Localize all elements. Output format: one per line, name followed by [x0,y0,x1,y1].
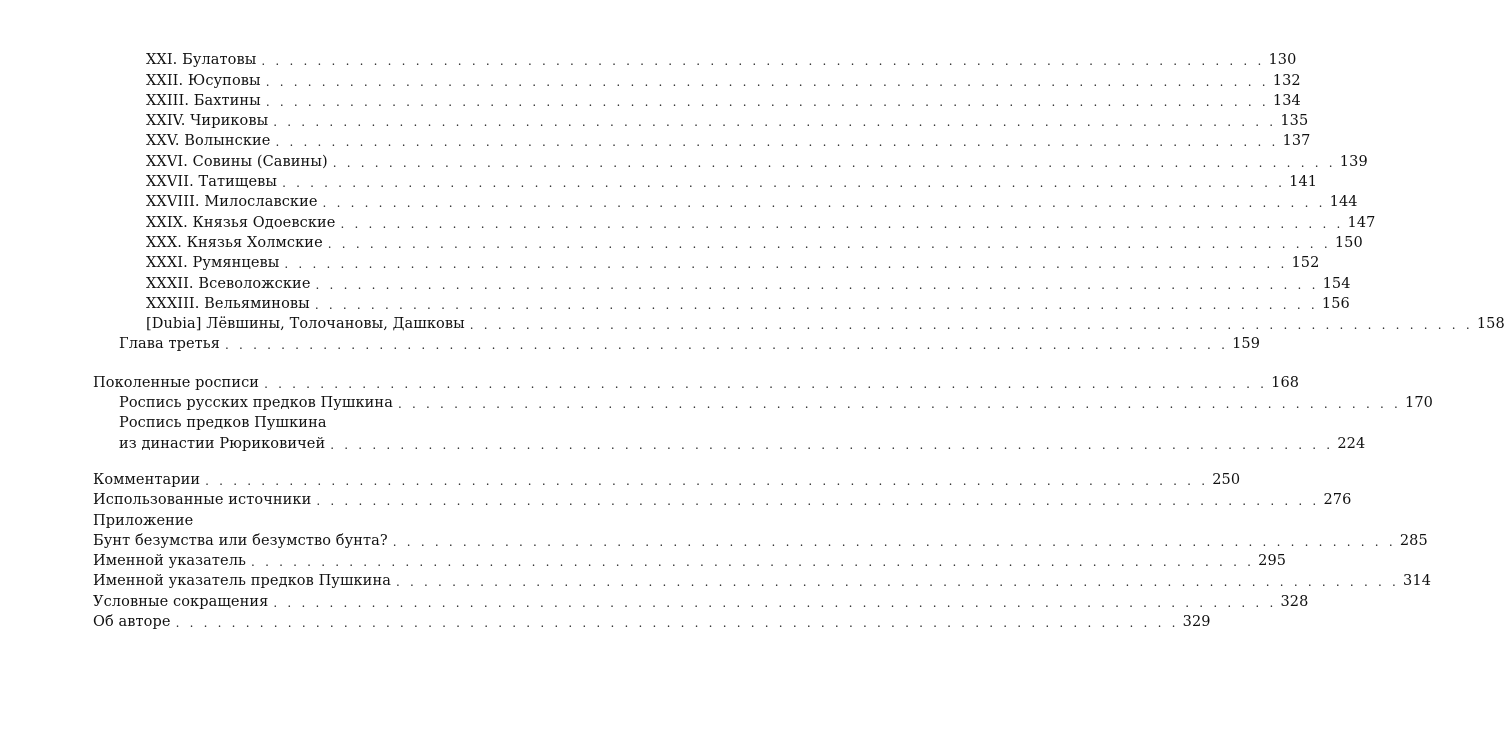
toc-entry-title: XXX. Князья Холмские [146,234,323,251]
toc-leader-dots: . . . . . . . . . . . . . . . . . . . . . . . . . . . . . . . . . . . . . . . . . . . . . . . . . . . . . . . . . . . . . . . . . . . . . . . . [273,115,1277,130]
toc-page-number: 159 [1232,336,1261,353]
toc-entry[interactable] [0,469,1241,489]
toc-entry[interactable] [0,272,1351,292]
toc-entry-title: XXI. Булатовы [146,52,257,69]
toc-entry-title: Именной указатель [93,553,247,570]
toc-entry-title: Приложение [93,512,194,529]
toc-entry-title: XXVII. Татищевы [146,174,278,191]
toc-entry-title: XXXIII. Вельяминовы [146,295,310,312]
toc-entry[interactable] [0,371,1300,391]
toc-leader-dots: . . . . . . . . . . . . . . . . . . . . . . . . . . . . . . . . . . . . . . . . . . . . . . . . . . . . . . . . . . . . . . . . . . . . . . . . [273,595,1277,610]
toc-entry[interactable] [0,90,1301,110]
toc-entry[interactable] [0,69,1301,89]
toc-entry-title: из династии Рюриковичей [119,435,326,452]
toc-leader-dots: . . . . . . . . . . . . . . . . . . . . . . . . . . . . . . . . . . . . . . . . . . . . . . . . . . . . . . . . . . . . . . . . . . . . . . . . [275,135,1279,150]
toc-entry-title: [Dubia] Лёвшины, Толочановы, Дашковы [146,316,465,333]
toc-leader-dots: . . . . . . . . . . . . . . . . . . . . . . . . . . . . . . . . . . . . . . . . . . . . . . . . . . . . . . . . . . . . . . . . . . . . . . . . [322,196,1326,211]
toc-leader-dots: . . . . . . . . . . . . . . . . . . . . . . . . . . . . . . . . . . . . . . . . . . . . . . . . . . . . . . . . . . . . . . . . . . . . . . . . [469,318,1473,333]
toc-entry-title: XXXI. Румянцевы [146,255,280,272]
toc-page-number: 150 [1334,234,1363,251]
toc-entry[interactable] [0,171,1318,191]
toc-entry[interactable] [0,191,1358,211]
toc-page-number: 314 [1403,573,1432,590]
toc-entry[interactable] [0,150,1368,170]
toc-entry[interactable] [0,432,1366,452]
toc-leader-dots: . . . . . . . . . . . . . . . . . . . . . . . . . . . . . . . . . . . . . . . . . . . . . . . . . . . . . . . . . . . . . . . . . . . . . . . . [340,216,1344,231]
toc-entry-title: XXIV. Чириковы [146,113,269,130]
toc-page-number: 139 [1339,153,1368,170]
toc-leader-dots: . . . . . . . . . . . . . . . . . . . . . . . . . . . . . . . . . . . . . . . . . . . . . . . . . . . . . . . . . . . . . . . . . . . . . . . . [330,437,1334,452]
toc-entry-title: XXIII. Бахтины [146,92,261,109]
toc-page-number: 132 [1272,72,1301,89]
toc-entry[interactable] [0,550,1287,570]
toc-entry-title: XXII. Юсуповы [146,72,261,89]
toc-entry-title: XXXII. Всеволожские [146,275,311,292]
toc-entry[interactable] [0,570,1432,590]
toc-page-number: 158 [1476,316,1505,333]
section-gap [0,353,600,371]
toc-entry-title: Бунт безумства или безумство бунта? [93,532,388,549]
toc-entry[interactable] [0,252,1320,272]
toc-page-number: 170 [1405,395,1434,412]
toc-page-number: 147 [1347,214,1376,231]
toc-leader-dots: . . . . . . . . . . . . . . . . . . . . . . . . . . . . . . . . . . . . . . . . . . . . . . . . . . . . . . . . . . . . . . . . . . . . . . . . [251,555,1255,570]
toc-leader-dots: . . . . . . . . . . . . . . . . . . . . . . . . . . . . . . . . . . . . . . . . . . . . . . . . . . . . . . . . . . . . . . . . . . . . . . . . [395,575,1400,590]
toc-page-number: 329 [1182,614,1211,631]
toc-entry-title: Роспись русских предков Пушкина [119,395,393,412]
toc-entry-title: Именной указатель предков Пушкина [93,573,391,590]
toc-leader-dots: . . . . . . . . . . . . . . . . . . . . . . . . . . . . . . . . . . . . . . . . . . . . . . . . . . . . . . . . . . . . . . . . . . . . . . . . [175,616,1179,631]
toc-page-number: 152 [1291,255,1320,272]
toc-entry-title: Поколенные росписи [93,374,260,391]
toc-leader-dots: . . . . . . . . . . . . . . . . . . . . . . . . . . . . . . . . . . . . . . . . . . . . . . . . . . . . . . . . . . . . . . . . . . . . . . . . [265,94,1269,109]
toc-page-number: 285 [1399,532,1428,549]
toc-entry[interactable] [0,293,1350,313]
toc-page-number: 130 [1268,52,1297,69]
toc-leader-dots: . . . . . . . . . . . . . . . . . . . . . . . . . . . . . . . . . . . . . . . . . . . . . . . . . . . . . . . . . . . . . . . . . . . . . . . . [261,54,1265,69]
toc-leader-dots: . . . . . . . . . . . . . . . . . . . . . . . . . . . . . . . . . . . . . . . . . . . . . . . . . . . . . . . . . . . . . . . . . . . . . . . . [392,534,1396,549]
toc-entry-title: XXV. Волынские [146,133,271,150]
toc-page-number: 134 [1272,92,1301,109]
toc-page-number: 295 [1258,553,1287,570]
toc-entry[interactable] [0,530,1428,550]
toc-entry[interactable] [0,313,1505,333]
toc-entry-title: Условные сокращения [93,593,269,610]
toc-entry-title: Глава третья [119,336,221,353]
toc-leader-dots: . . . . . . . . . . . . . . . . . . . . . . . . . . . . . . . . . . . . . . . . . . . . . . . . . . . . . . . . . . . . . . . . . . . . . . . . [284,257,1288,272]
toc-leader-dots: . . . . . . . . . . . . . . . . . . . . . . . . . . . . . . . . . . . . . . . . . . . . . . . . . . . . . . . . . . . . . . . . . . . . . . . . [205,473,1209,488]
toc-page-number: 276 [1323,492,1352,509]
toc-entry[interactable] [0,489,1352,509]
toc-entry[interactable] [0,211,1376,231]
toc-entry[interactable] [0,412,600,432]
toc-entry-title: Комментарии [93,471,201,488]
toc-entry[interactable] [0,130,1311,150]
toc-entry[interactable] [0,590,1309,610]
toc-entry-title: XXIX. Князья Одоевские [146,214,336,231]
toc-leader-dots: . . . . . . . . . . . . . . . . . . . . . . . . . . . . . . . . . . . . . . . . . . . . . . . . . . . . . . . . . . . . . . . . . . . . . . . . [315,277,1319,292]
toc-leader-dots: . . . . . . . . . . . . . . . . . . . . . . . . . . . . . . . . . . . . . . . . . . . . . . . . . . . . . . . . . . . . . . . . . . . . . . . . [397,397,1402,412]
toc-page-number: 224 [1337,435,1366,452]
toc-entry[interactable] [0,232,1363,252]
toc-entry-title: XXVI. Совины (Савины) [146,153,328,170]
toc-page-number: 137 [1282,133,1311,150]
toc-leader-dots: . . . . . . . . . . . . . . . . . . . . . . . . . . . . . . . . . . . . . . . . . . . . . . . . . . . . . . . . . . . . . . . . . . . . . . . . [314,297,1318,312]
toc-page-number: 156 [1321,295,1350,312]
toc-page-number: 168 [1271,374,1300,391]
toc-entry[interactable] [0,509,600,529]
toc-leader-dots: . . . . . . . . . . . . . . . . . . . . . . . . . . . . . . . . . . . . . . . . . . . . . . . . . . . . . . . . . . . . . . . . . . . . . . . . [225,338,1229,353]
toc-page-number: 135 [1280,113,1309,130]
section-gap [0,453,600,469]
toc-leader-dots: . . . . . . . . . . . . . . . . . . . . . . . . . . . . . . . . . . . . . . . . . . . . . . . . . . . . . . . . . . . . . . . . . . . . . . . . [332,155,1336,170]
toc-entry[interactable] [0,49,1297,69]
table-of-contents [0,49,1505,631]
toc-entry[interactable] [0,110,1309,130]
toc-leader-dots: . . . . . . . . . . . . . . . . . . . . . . . . . . . . . . . . . . . . . . . . . . . . . . . . . . . . . . . . . . . . . . . . . . . . . . . . [264,376,1268,391]
toc-leader-dots: . . . . . . . . . . . . . . . . . . . . . . . . . . . . . . . . . . . . . . . . . . . . . . . . . . . . . . . . . . . . . . . . . . . . . . . . [282,176,1286,191]
toc-leader-dots: . . . . . . . . . . . . . . . . . . . . . . . . . . . . . . . . . . . . . . . . . . . . . . . . . . . . . . . . . . . . . . . . . . . . . . . . [327,236,1331,251]
toc-page-number: 144 [1329,194,1358,211]
toc-entry-title: Роспись предков Пушкина [119,415,327,432]
toc-entry-title: XXVIII. Милославские [146,194,318,211]
toc-leader-dots: . . . . . . . . . . . . . . . . . . . . . . . . . . . . . . . . . . . . . . . . . . . . . . . . . . . . . . . . . . . . . . . . . . . . . . . . [316,494,1320,509]
toc-entry[interactable] [0,392,1434,412]
toc-page-number: 154 [1322,275,1351,292]
toc-entry-title: Об авторе [93,614,171,631]
toc-leader-dots: . . . . . . . . . . . . . . . . . . . . . . . . . . . . . . . . . . . . . . . . . . . . . . . . . . . . . . . . . . . . . . . . . . . . . . . . [265,74,1269,89]
toc-page-number: 141 [1289,174,1318,191]
toc-page-number: 328 [1280,593,1309,610]
toc-entry[interactable] [0,611,1211,631]
toc-entry-title: Использованные источники [93,492,312,509]
toc-page-number: 250 [1212,471,1241,488]
toc-entry[interactable] [0,333,1261,353]
